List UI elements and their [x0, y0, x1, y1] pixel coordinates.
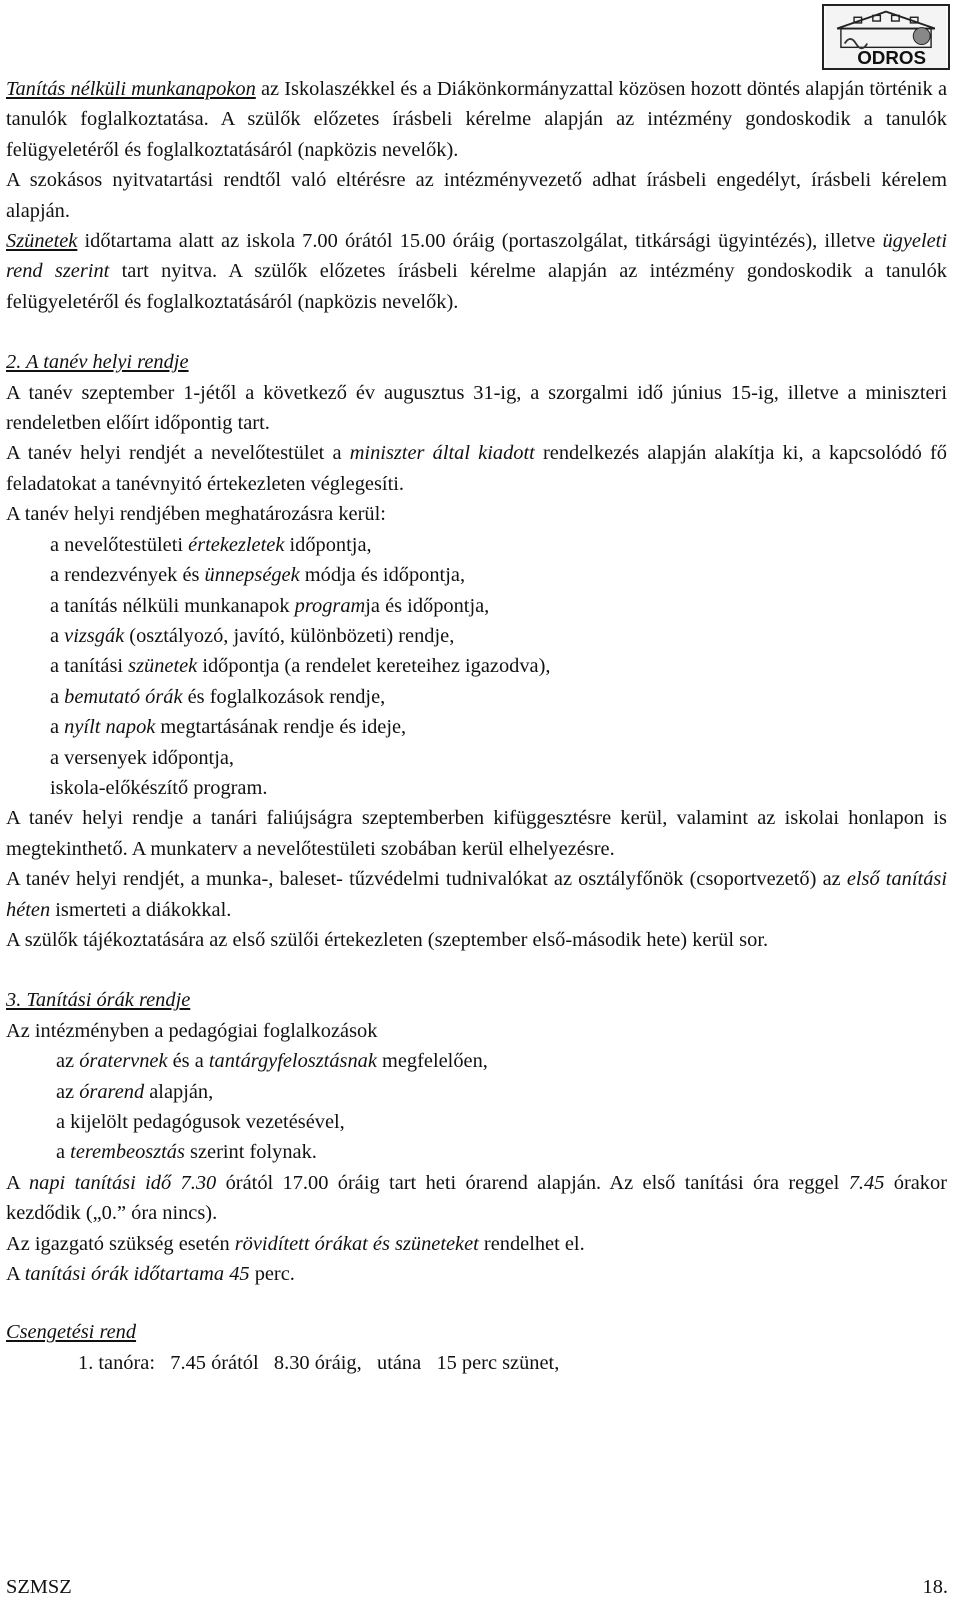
list-item-text: időpontja,: [284, 533, 372, 556]
list-item-text: a: [56, 1141, 71, 1164]
paragraph-text: időtartama alatt az iskola 7.00 órától 15.00 óráig (portaszolgálat, titkársági ügyintézés), illetve: [77, 230, 883, 253]
paragraph-text: A: [6, 1171, 29, 1194]
list-item-text: megfelelően,: [376, 1050, 488, 1073]
section-2-paragraph-1: A tanév szeptember 1-jétől a következő év augusztus 31-ig, a szorgalmi idő június 15-ig, illetve a miniszteri rendeletben előírt időpontig tart.: [6, 381, 947, 435]
emphasis-duty-schedule: ügyeleti rend szerint: [6, 230, 947, 283]
paragraph-text: rendelkezés alapján alakítja ki, a kapcsolódó fő feladatokat a tanévnyitó értekezleten véglegesíti.: [6, 442, 947, 495]
list-item-text: és a: [167, 1050, 209, 1073]
emphasis-breaks: Szünetek: [6, 230, 78, 253]
list-item-emphasis: terembeosztás: [70, 1141, 185, 1164]
list-item: [50, 530, 947, 560]
paragraph-text: rendelhet el.: [478, 1232, 585, 1255]
list-item-text: a: [50, 685, 65, 708]
section-2-paragraph-6: A szülők tájékoztatására az első szülői értekezleten (szeptember első-második hete) kerül sor.: [6, 928, 769, 951]
list-item-text: a versenyek időpontja,: [50, 746, 235, 769]
svg-text:ODROS: ODROS: [857, 47, 927, 68]
emphasis-first-week: első tanítási héten: [6, 868, 947, 921]
list-item-text: a: [50, 624, 65, 647]
list-item: [56, 1137, 947, 1167]
list-item: [50, 651, 947, 681]
list-item-text: a tanítási: [50, 655, 129, 678]
document-body: [6, 74, 947, 1378]
paragraph-text: az Iskolaszékkel és a Diákönkormányzattal közösen hozott döntés alapján történik a tanulók foglalkoztatása. A szülők előzetes írásbeli kérelme alapján az intézmény gondoskodik a tanulók felügyeletéről és foglalkoztatásáról (napközis nevelők).: [6, 78, 947, 161]
list-item-emphasis: tantárgyfelosztásnak: [208, 1050, 377, 1073]
list-item: [50, 591, 947, 621]
list-item-text: a: [50, 716, 65, 739]
bell-schedule-row-1: 1. tanóra: 7.45 órától 8.30 óráig, utána 15 perc szünet,: [78, 1351, 560, 1374]
list-item-text: az: [56, 1050, 80, 1073]
footer-page-number: 18.: [922, 1576, 948, 1598]
section-2-heading: 2. A tanév helyi rendje: [6, 351, 189, 374]
paragraph-text: Az igazgató szükség esetén: [6, 1232, 235, 1255]
list-item-text: (osztályozó, javító, különbözeti) rendje,: [124, 624, 455, 647]
list-item: [56, 1046, 947, 1076]
section-2-paragraph-2: [6, 438, 947, 499]
list-item-text: a tanítás nélküli munkanapok: [50, 594, 295, 617]
list-item-emphasis: program: [294, 594, 366, 617]
section-3-paragraph-1: [6, 1168, 947, 1229]
paragraph-breaks: [6, 226, 947, 317]
list-item-text: időpontja (a rendelet kereteihez igazodva),: [197, 655, 551, 678]
list-item-text: és foglalkozások rendje,: [182, 685, 386, 708]
section-2-paragraph-3: A tanév helyi rendjében meghatározásra kerül:: [6, 503, 386, 526]
list-item-emphasis: bemutató órák: [64, 685, 183, 708]
paragraph-text: A tanév helyi rendjét a nevelőtestület a: [6, 442, 350, 465]
list-item: [50, 682, 947, 712]
paragraph-text: ismerteti a diákokkal.: [50, 898, 232, 921]
paragraph-text: A tanév helyi rendjét, a munka-, baleset- tűzvédelmi tudnivalókat az osztályfőnök (csoportvezető) az: [6, 868, 847, 891]
section-2-paragraph-4: A tanév helyi rendje a tanári faliújságra szeptemberben kifüggesztésre kerül, valamint az iskolai honlapon is megtekinthető. A munkaterv a nevelőtestületi szobában kerül elhelyezésre.: [6, 807, 947, 860]
list-item-text: a kijelölt pedagógusok vezetésével,: [56, 1111, 345, 1133]
list-item-emphasis: értekezletek: [188, 533, 285, 556]
section-3-paragraph-3: [6, 1259, 947, 1289]
list-item-text: szerint folynak.: [184, 1141, 317, 1164]
section-2-paragraph-5: [6, 864, 947, 925]
school-logo: [822, 4, 950, 70]
list-item: [50, 743, 947, 773]
emphasis-shortened-lessons: rövidített órákat és szüneteket: [234, 1232, 479, 1255]
paragraph-text: perc.: [249, 1263, 295, 1286]
list-item-text: az: [56, 1080, 80, 1103]
list-item-text: megtartásának rendje és ideje,: [155, 716, 407, 739]
list-item-emphasis: ünnepségek: [204, 564, 300, 587]
emphasis-start-time: 7.45: [848, 1171, 885, 1194]
list-item-text: alapján,: [144, 1080, 214, 1103]
school-logo-graphic: [824, 6, 948, 68]
paragraph-non-teaching-days: [6, 74, 947, 165]
list-item-emphasis: órarend: [79, 1080, 145, 1103]
list-item-text: ja és időpontja,: [365, 594, 490, 617]
list-item: [56, 1077, 947, 1107]
emphasis-lesson-duration: tanítási órák időtartama: [24, 1263, 225, 1286]
bell-schedule-heading: Csengetési rend: [6, 1321, 137, 1344]
list-item: [50, 712, 947, 742]
paragraph-text: órakor kezdődik („0.” óra nincs).: [6, 1171, 947, 1225]
section-3-intro: Az intézményben a pedagógiai foglalkozások: [6, 1019, 378, 1042]
paragraph-text: órától 17.00 óráig tart heti órarend alapján. Az első tanítási óra reggel: [216, 1171, 849, 1194]
list-item-emphasis: szünetek: [128, 655, 198, 678]
list-item-text: a nevelőtestületi: [50, 533, 189, 556]
emphasis-45: 45: [224, 1263, 250, 1286]
paragraph-text: A: [6, 1263, 25, 1286]
list-item: [50, 621, 947, 651]
paragraph-text: tart nyitva. A szülők előzetes írásbeli kérelme alapján az intézmény gondoskodik a tanulók felügyeletéről és foglalkoztatásáról (napközis nevelők).: [6, 260, 947, 313]
list-item: [50, 560, 947, 590]
list-item-emphasis: vizsgák: [64, 624, 125, 647]
list-item: [50, 773, 947, 803]
list-item-text: módja és időpontja,: [299, 564, 466, 587]
list-item-text: iskola-előkészítő program.: [50, 776, 268, 799]
spacer: [6, 1289, 947, 1317]
list-item-emphasis: nyílt napok: [64, 716, 156, 739]
lesson-basis-list: [6, 1046, 947, 1168]
emphasis-daily-time: napi tanítási idő 7.30: [28, 1171, 217, 1194]
section-3-heading: 3. Tanítási órák rendje: [6, 989, 191, 1012]
list-item-emphasis: óratervnek: [79, 1050, 168, 1073]
emphasis-non-teaching-days: Tanítás nélküli munkanapokon: [6, 78, 256, 100]
list-item: [56, 1107, 947, 1137]
footer-document-code: SZMSZ: [6, 1576, 72, 1598]
section-3-paragraph-2: [6, 1229, 947, 1259]
spacer: [6, 955, 947, 985]
spacer: [6, 317, 947, 347]
list-item-text: a rendezvények és: [50, 564, 205, 587]
paragraph-opening-hours: A szokásos nyitvatartási rendtől való eltérésre az intézményvezető adhat írásbeli engedélyt, írásbeli kérelem alapján.: [6, 169, 947, 222]
emphasis-minister: miniszter által kiadott: [349, 442, 535, 465]
schedule-items-list: [6, 530, 947, 804]
